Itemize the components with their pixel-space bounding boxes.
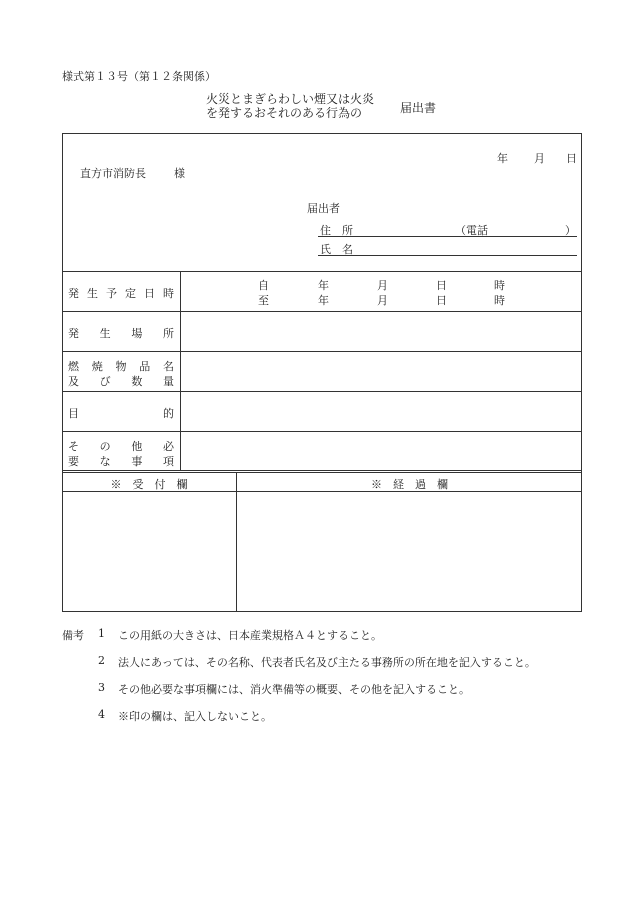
note-text: ※印の欄は、記入しないこと。: [118, 710, 272, 723]
from-hour: 時: [494, 279, 505, 292]
reception-header: ※ 受 付 欄: [110, 478, 188, 491]
addressee: 直方市消防長: [80, 167, 146, 180]
note-text: その他必要な事項欄には、消火準備等の概要、その他を記入すること。: [118, 683, 470, 696]
other-label-line2: 要な事項: [68, 455, 174, 468]
label-column-divider: [180, 271, 181, 471]
to-month: 月: [377, 294, 388, 307]
purpose-field[interactable]: [182, 393, 580, 429]
other-label-line1: その他必: [68, 440, 174, 453]
from-label: 自: [258, 279, 269, 292]
note-text: この用紙の大きさは、日本産業規格Ａ４とすること。: [118, 629, 382, 642]
row-divider: [62, 431, 582, 432]
note-number: 4: [98, 708, 105, 721]
honorific: 様: [174, 167, 185, 180]
bottom-column-divider: [236, 472, 237, 612]
notes-heading: 備考: [62, 629, 84, 642]
to-label: 至: [258, 294, 269, 307]
to-year: 年: [318, 294, 329, 307]
to-day: 日: [436, 294, 447, 307]
location-field[interactable]: [182, 313, 580, 349]
note-number: 3: [98, 681, 105, 694]
materials-field[interactable]: [182, 353, 580, 389]
applicant-label: 届出者: [307, 202, 340, 215]
from-year: 年: [318, 279, 329, 292]
row-divider: [62, 351, 582, 352]
row-divider: [62, 470, 582, 471]
note-text: 法人にあっては、その名称、代表者氏名及び主たる事務所の所在地を記入すること。: [118, 656, 536, 669]
date-month: 月: [534, 152, 545, 165]
date-day: 日: [566, 152, 577, 165]
row-divider: [62, 311, 582, 312]
name-underline: [318, 255, 577, 256]
row-divider-double: [62, 472, 582, 473]
name-label[interactable]: 氏 名: [320, 243, 353, 256]
row-divider: [62, 271, 582, 272]
materials-label-line1: 燃焼物品名: [68, 360, 174, 373]
title-suffix: 届出書: [400, 101, 437, 115]
scheduled-date-label: 発生予定日時: [68, 287, 174, 300]
purpose-label: 目的: [68, 407, 174, 420]
to-hour: 時: [494, 294, 505, 307]
progress-box: [238, 493, 581, 611]
note-number: 1: [98, 627, 105, 640]
note-number: 2: [98, 654, 105, 667]
location-label: 発生場所: [68, 327, 174, 340]
phone-label: （電話: [455, 224, 488, 237]
reception-box: [63, 493, 235, 611]
title-line-2: を発するおそれのある行為の: [206, 106, 363, 120]
from-month: 月: [377, 279, 388, 292]
address-label[interactable]: 住 所: [320, 224, 353, 237]
progress-header: ※ 経 過 欄: [371, 478, 448, 491]
materials-label-line2: 及び数量: [68, 375, 174, 388]
date-year: 年: [497, 152, 508, 165]
other-field[interactable]: [182, 433, 580, 469]
address-underline: [318, 236, 577, 237]
title-line-1: 火災とまぎらわしい煙又は火炎: [206, 92, 375, 106]
form-number: 様式第１３号（第１２条関係）: [62, 70, 216, 83]
from-day: 日: [436, 279, 447, 292]
row-divider: [62, 391, 582, 392]
phone-close: ）: [565, 224, 576, 237]
